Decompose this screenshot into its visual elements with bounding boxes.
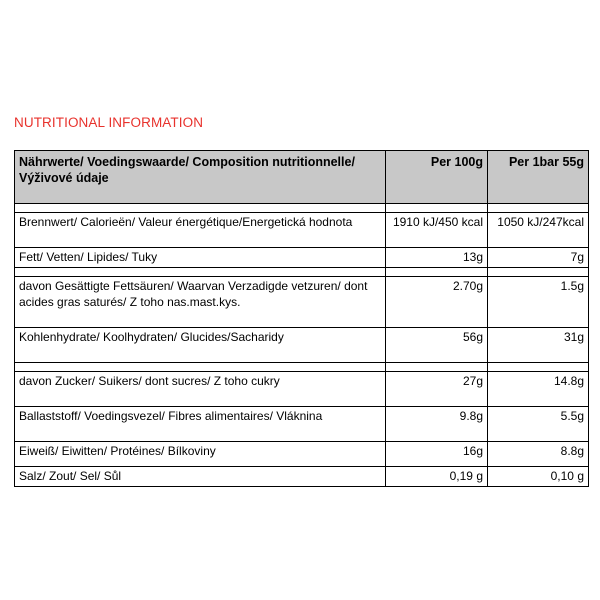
table-row	[15, 442, 589, 467]
row-label: davon Zucker/ Suikers/ dont sucres/ Z toho cukry	[15, 372, 386, 407]
row-label: Fett/ Vetten/ Lipides/ Tuky	[15, 248, 386, 268]
row-value-per-100g: 16g	[386, 442, 488, 467]
table-row	[15, 372, 589, 407]
row-value-per-100g: 2.70g	[386, 277, 488, 328]
section-heading: NUTRITIONAL INFORMATION	[14, 115, 204, 130]
row-value-per-bar: 1050 kJ/247kcal	[488, 213, 589, 248]
table-spacer	[15, 204, 589, 213]
row-label: Ballaststoff/ Voedingsvezel/ Fibres alimentaires/ Vláknina	[15, 407, 386, 442]
table-spacer	[15, 268, 589, 277]
row-label: davon Gesättigte Fettsäuren/ Waarvan Verzadigde vetzuren/ dont acides gras saturés/ Z toho nas.mast.kys.	[15, 277, 386, 328]
row-value-per-bar: 31g	[488, 328, 589, 363]
row-label: Kohlenhydrate/ Koolhydraten/ Glucides/Sacharidy	[15, 328, 386, 363]
table-row	[15, 213, 589, 248]
row-value-per-100g: 1910 kJ/450 kcal	[386, 213, 488, 248]
row-value-per-100g: 56g	[386, 328, 488, 363]
header-nutrient: Nährwerte/ Voedingswaarde/ Composition nutritionnelle/ Výživové údaje	[15, 151, 386, 204]
row-label: Brennwert/ Calorieën/ Valeur énergétique/Energetická hodnota	[15, 213, 386, 248]
row-value-per-100g: 9.8g	[386, 407, 488, 442]
nutrition-table	[14, 150, 589, 487]
header-per-100g: Per 100g	[386, 151, 488, 204]
table-spacer	[15, 363, 589, 372]
row-value-per-100g: 13g	[386, 248, 488, 268]
header-per-bar: Per 1bar 55g	[488, 151, 589, 204]
row-value-per-bar: 5.5g	[488, 407, 589, 442]
row-value-per-100g: 0,19 g	[386, 467, 488, 487]
row-value-per-bar: 1.5g	[488, 277, 589, 328]
row-label: Salz/ Zout/ Sel/ Sůl	[15, 467, 386, 487]
table-row	[15, 248, 589, 268]
row-value-per-bar: 7g	[488, 248, 589, 268]
table-row	[15, 277, 589, 328]
table-row	[15, 407, 589, 442]
row-value-per-bar: 0,10 g	[488, 467, 589, 487]
table-header-row	[15, 151, 589, 204]
row-value-per-bar: 14.8g	[488, 372, 589, 407]
row-value-per-100g: 27g	[386, 372, 488, 407]
row-value-per-bar: 8.8g	[488, 442, 589, 467]
row-label: Eiweiß/ Eiwitten/ Protéines/ Bílkoviny	[15, 442, 386, 467]
table-row	[15, 467, 589, 487]
table-row	[15, 328, 589, 363]
